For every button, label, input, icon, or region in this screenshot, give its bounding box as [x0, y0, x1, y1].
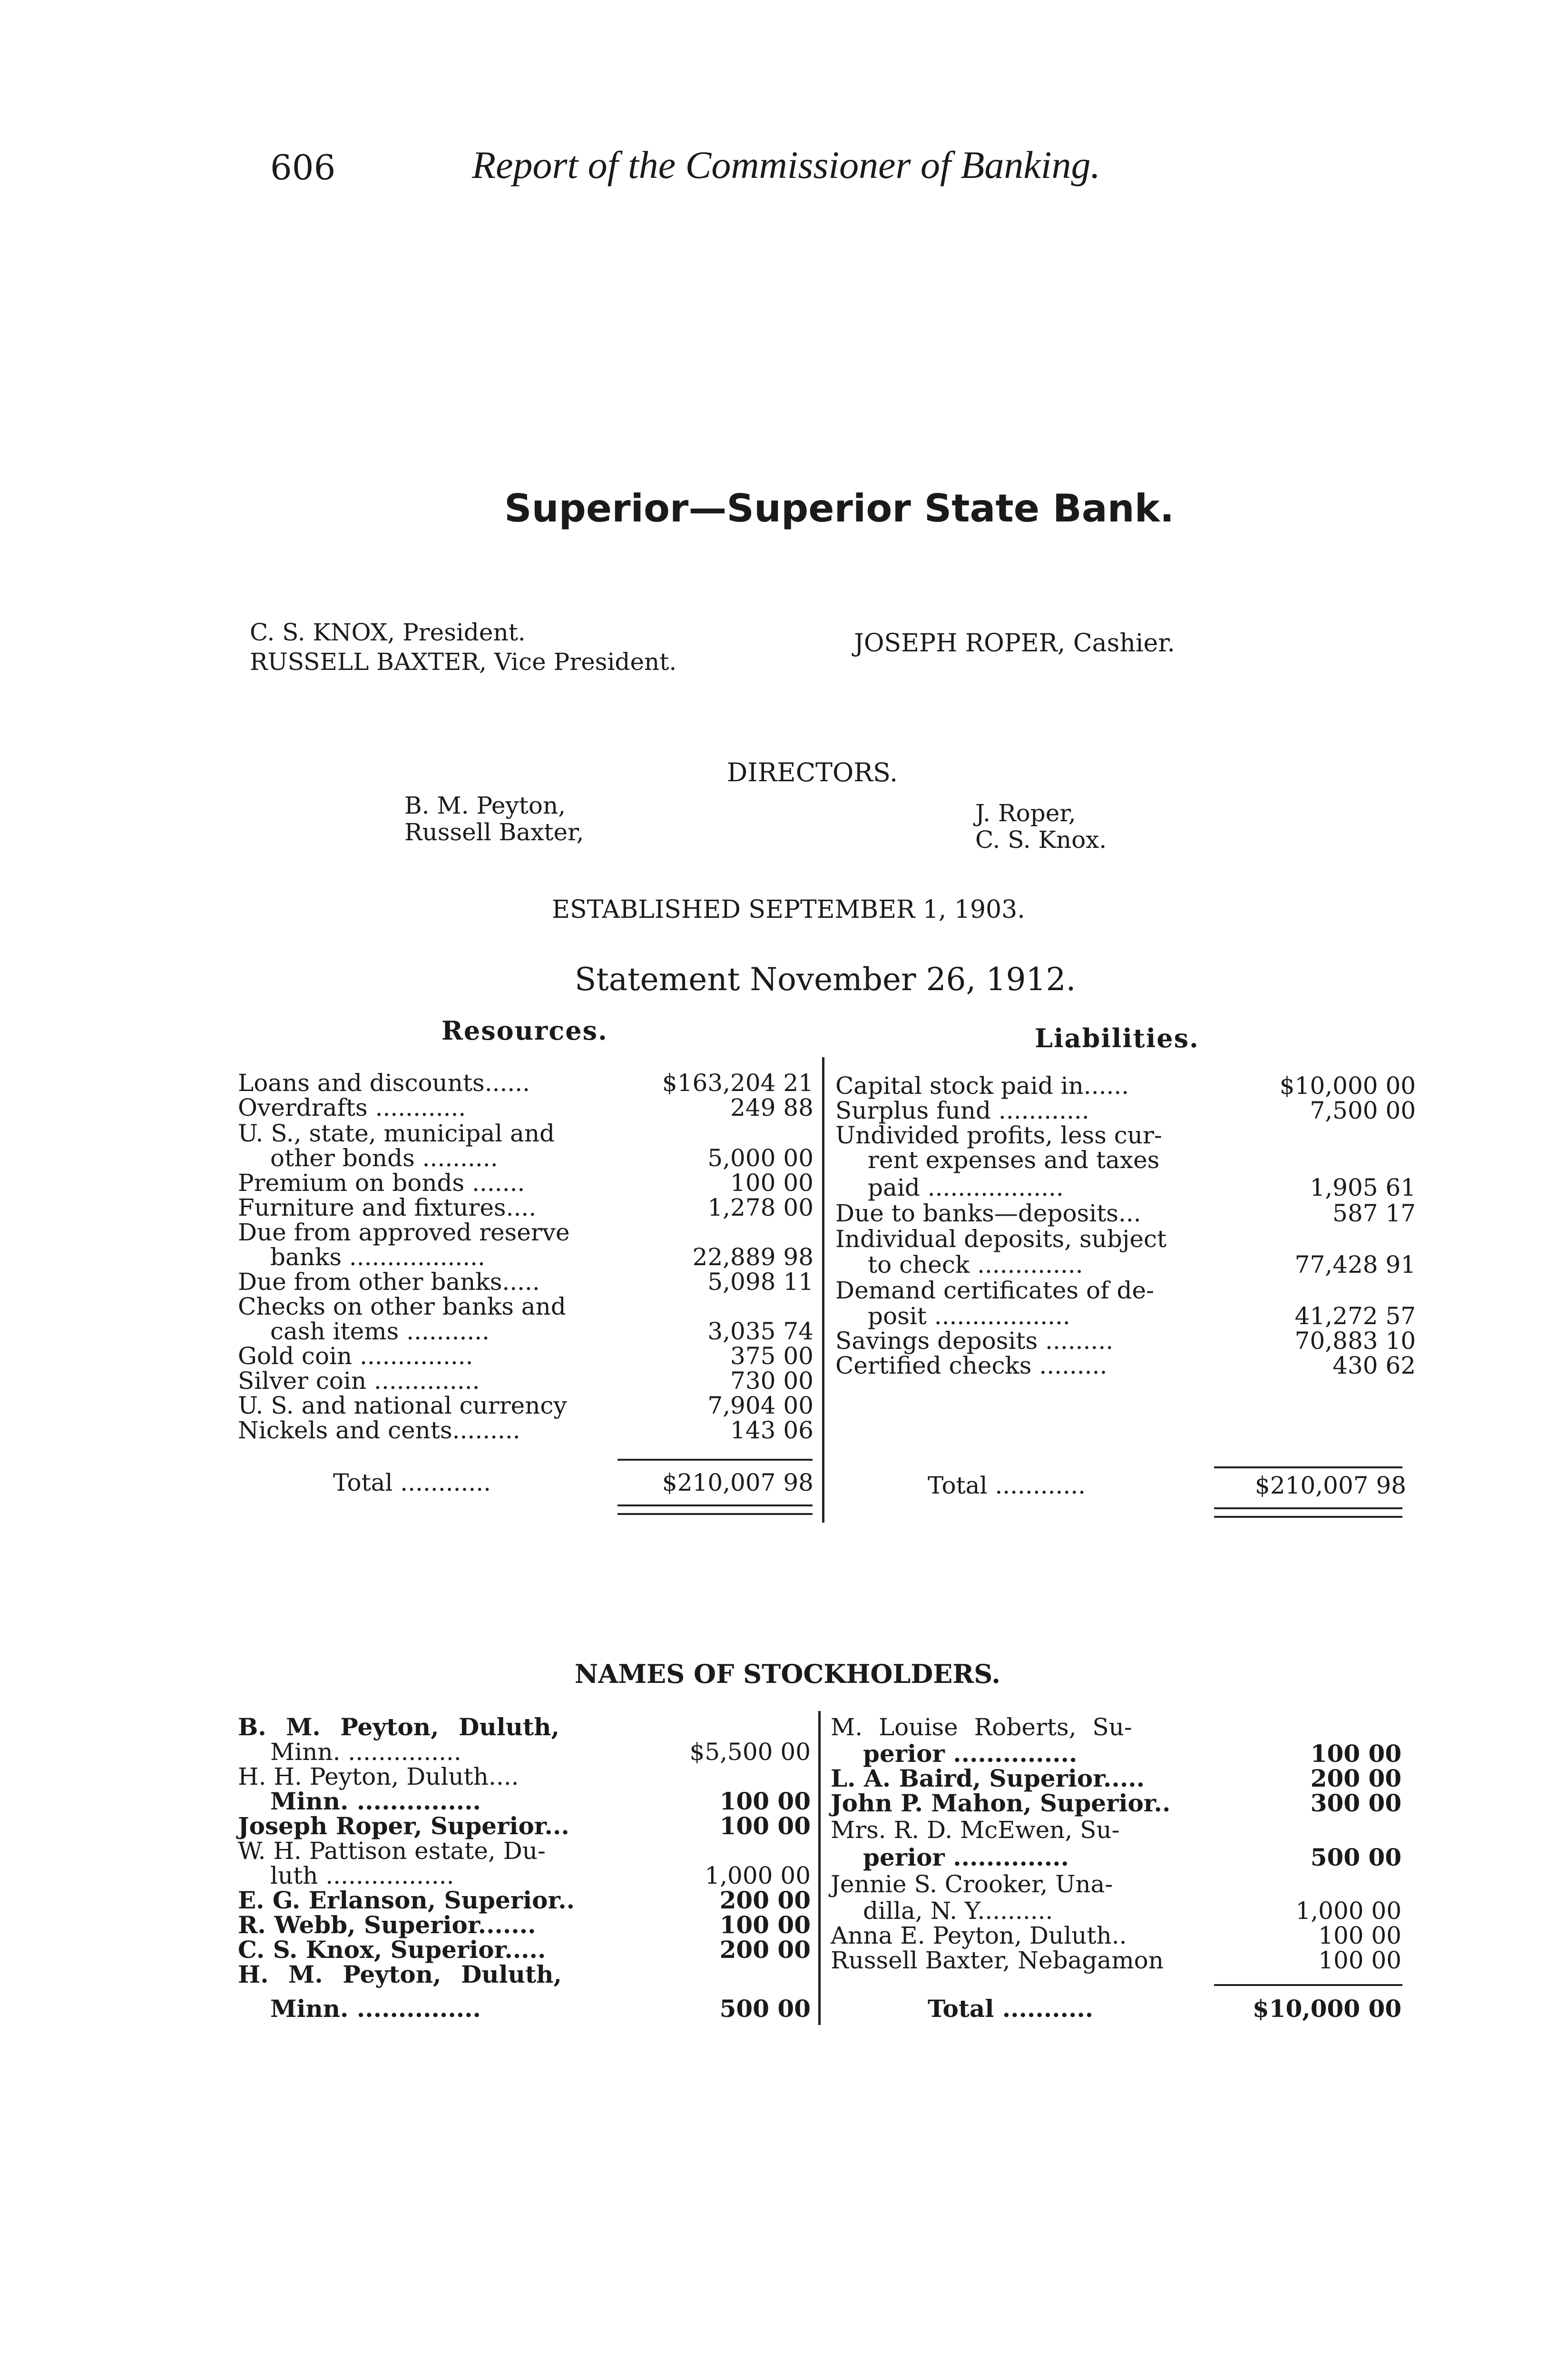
stockholders-total-value: $10,000 00 — [1252, 1995, 1401, 2023]
page-number: 606 — [270, 147, 336, 187]
resources-heading: Resources. — [441, 1015, 608, 1046]
director-knox: C. S. Knox. — [975, 826, 1107, 854]
resources-total-double-rule — [617, 1504, 813, 1515]
stockholders-total-label: Total ........... — [928, 1995, 1094, 2023]
resources-total-label: Total ............ — [333, 1469, 491, 1496]
statement-divider — [822, 1057, 824, 1523]
liabilities-total-double-rule — [1214, 1507, 1402, 1518]
officer-vice-president: RUSSELL BAXTER, Vice President. — [250, 648, 677, 676]
statement-title: Statement November 26, 1912. — [575, 961, 1076, 998]
stockholders-heading: NAMES OF STOCKHOLDERS. — [575, 1659, 1001, 1689]
officer-president: C. S. KNOX, President. — [250, 619, 526, 646]
liabilities-total-rule — [1214, 1466, 1402, 1468]
director-peyton: B. M. Peyton, — [404, 792, 566, 819]
stockholders-divider — [818, 1711, 821, 2025]
director-roper: J. Roper, — [975, 799, 1076, 827]
bank-title: Superior—Superior State Bank. — [504, 486, 1175, 531]
director-baxter: Russell Baxter, — [404, 818, 584, 846]
stockholders-total-rule — [1214, 1984, 1402, 1986]
liabilities-heading: Liabilities. — [1035, 1023, 1199, 1053]
liabilities-total-label: Total ............ — [928, 1472, 1086, 1499]
resources-total-value: $210,007 98 — [662, 1469, 813, 1496]
directors-heading: DIRECTORS. — [727, 757, 898, 787]
running-title: Report of the Commissioner of Banking. — [472, 143, 1101, 187]
established-line: ESTABLISHED SEPTEMBER 1, 1903. — [552, 895, 1025, 924]
resources-total-rule — [617, 1459, 813, 1461]
officer-cashier: JOSEPH ROPER, Cashier. — [854, 629, 1175, 658]
liabilities-total-value: $210,007 98 — [1254, 1472, 1406, 1499]
